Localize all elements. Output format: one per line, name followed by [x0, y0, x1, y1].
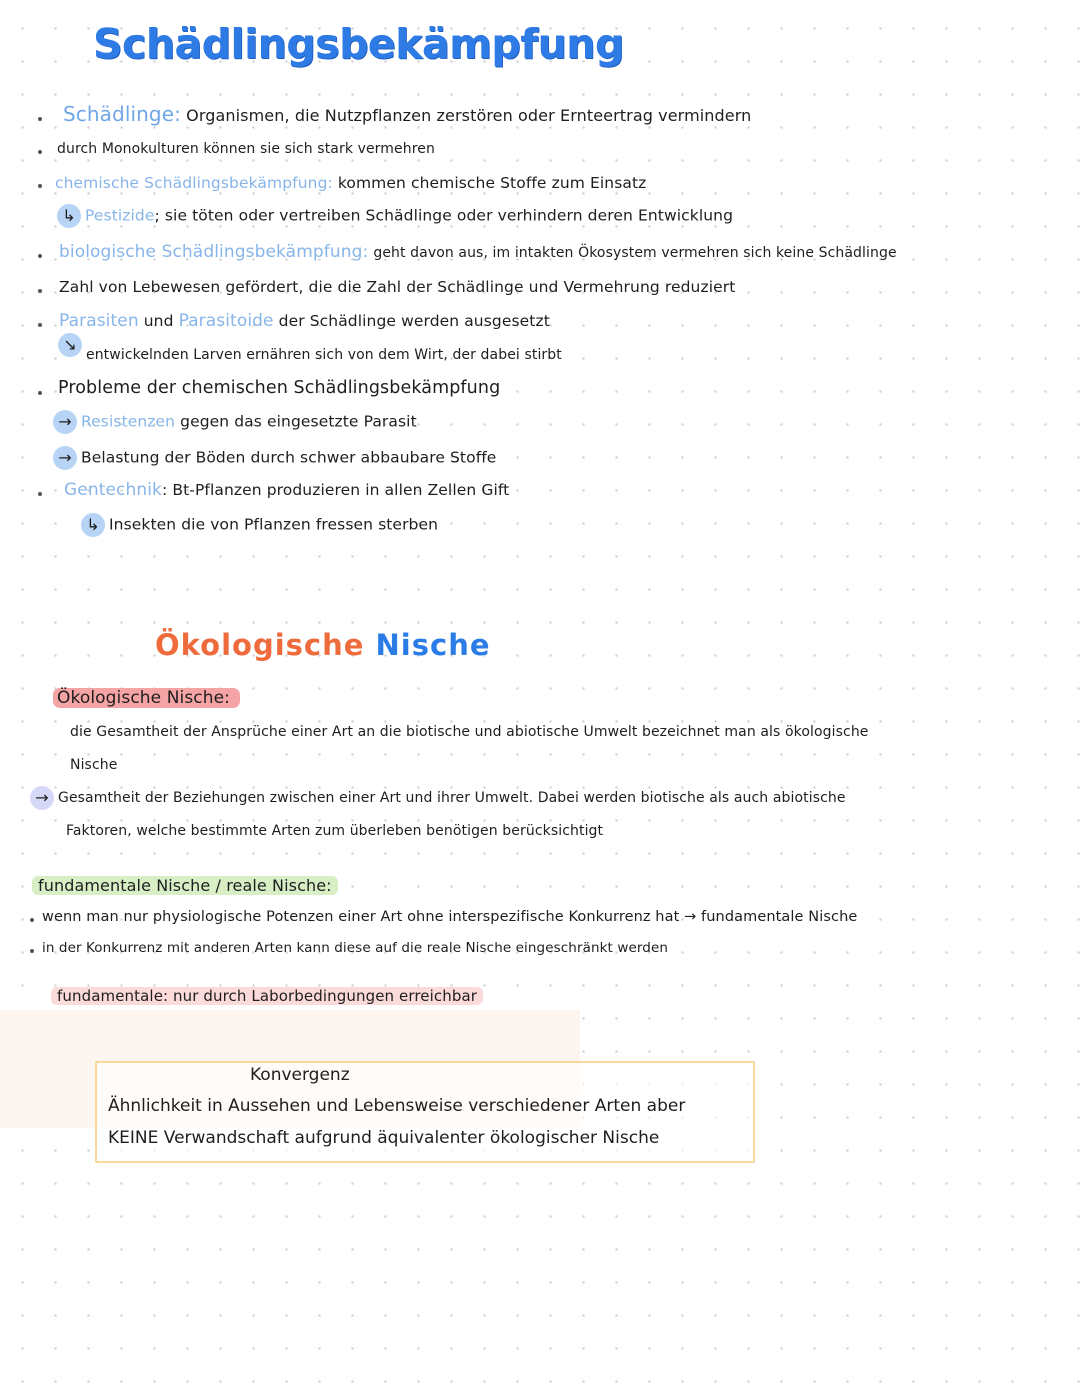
bullet-dot [38, 323, 42, 327]
definition-line-1: die Gesamtheit der Ansprüche einer Art an die biotische und abiotische Umwelt bezeichnet man als ökologische [70, 724, 869, 740]
note-line-insekten [81, 513, 438, 537]
fundamental-line-2: in der Konkurrenz mit anderen Arten kann diese auf die reale Nische eingeschränkt werden [42, 940, 669, 956]
text-insekten: Insekten die von Pflanzen fressen sterben [109, 515, 439, 534]
note-line-resistenzen [53, 410, 417, 434]
note-line-schaedlinge [63, 102, 751, 126]
section-title-schaedlingsbekaempfung: Schädlingsbekämpfung [93, 20, 624, 68]
note-line-chemische [55, 174, 646, 192]
bullet-dot [38, 117, 42, 121]
term-biologische-schaedlingsbekaempfung: biologische Schädlingsbekämpfung: [59, 242, 369, 262]
right-arrow-icon: → [30, 786, 54, 810]
bullet-dot [38, 184, 42, 188]
title-word-oekologische: Ökologische [155, 628, 365, 662]
text-pestizide: ; sie töten oder vertreiben Schädlinge oder verhindern deren Entwicklung [154, 206, 734, 225]
title-word-nische: Nische [375, 628, 491, 662]
bullet-dot [30, 918, 34, 922]
text-biologische: geht davon aus, im intakten Ökosystem vermehren sich keine Schädlinge [373, 245, 897, 261]
label-oekologische-nische: Ökologische Nische: [53, 688, 240, 708]
text-larven: entwickelnden Larven ernähren sich von dem Wirt, der dabei stirbt [86, 347, 562, 363]
section-title-oekologische-nische [155, 628, 491, 662]
term-pestizide: Pestizide [85, 206, 155, 225]
text-resistenzen: gegen das eingesetzte Parasit [180, 412, 417, 431]
text-belastung: Belastung der Böden durch schwer abbaubare Stoffe [81, 448, 497, 467]
bullet-dot [38, 289, 42, 293]
description-line-1 [30, 786, 846, 810]
hook-arrow-icon: ↳ [57, 204, 81, 228]
term-chemische-schaedlingsbekaempfung: chemische Schädlingsbekämpfung: [55, 174, 333, 192]
bullet-dot [38, 150, 42, 154]
term-gentechnik: Gentechnik [64, 480, 162, 500]
bullet-dot [38, 254, 42, 258]
note-line-parasiten [59, 311, 550, 331]
term-parasiten: Parasiten [59, 311, 139, 331]
hook-arrow-icon: ↳ [81, 513, 105, 537]
text-gentechnik: : Bt-Pflanzen produzieren in allen Zellen Gift [162, 481, 510, 499]
konvergenz-line-2: KEINE Verwandschaft aufgrund äquivalenter ökologischer Nische [108, 1128, 660, 1148]
fundamental-line-1: wenn man nur physiologische Potenzen einer Art ohne interspezifische Konkurrenz hat → fundamentale Nische [42, 909, 858, 925]
konvergenz-title: Konvergenz [250, 1065, 350, 1085]
diagonal-arrow-icon: ↘ [58, 333, 82, 357]
note-laborbedingungen: fundamentale: nur durch Laborbedingungen erreichbar [51, 987, 483, 1005]
text-parasiten: der Schädlinge werden ausgesetzt [278, 312, 550, 330]
text-gesamtheit: Gesamtheit der Beziehungen zwischen einer Art und ihrer Umwelt. Dabei werden biotische als auch abiotische [58, 790, 846, 806]
right-arrow-icon: → [53, 446, 77, 470]
definition-line-2: Nische [70, 757, 118, 773]
term-resistenzen: Resistenzen [81, 412, 176, 431]
term-parasitoide: Parasitoide [178, 311, 274, 331]
note-line-zahl-lebewesen: Zahl von Lebewesen gefördert, die die Zahl der Schädlinge und Vermehrung reduziert [59, 278, 736, 296]
konvergenz-line-1: Ähnlichkeit in Aussehen und Lebensweise verschiedener Arten aber [108, 1096, 686, 1116]
bullet-dot [38, 492, 42, 496]
text-chemische: kommen chemische Stoffe zum Einsatz [337, 174, 647, 192]
text-schaedlinge-definition: Organismen, die Nutzpflanzen zerstören oder Ernteertrag vermindern [186, 106, 752, 125]
bullet-dot [30, 949, 34, 953]
bullet-dot [38, 391, 42, 395]
note-line-belastung [53, 446, 496, 470]
note-line-biologische [59, 242, 897, 262]
fundamental-note [57, 987, 483, 1005]
right-arrow-icon: → [53, 410, 77, 434]
text-und: und [143, 312, 174, 330]
note-line-gentechnik [64, 480, 509, 500]
description-line-2: Faktoren, welche bestimmte Arten zum überleben benötigen berücksichtigt [66, 823, 604, 839]
note-line-monokulturen: durch Monokulturen können sie sich stark vermehren [57, 141, 435, 157]
definition-label [57, 688, 240, 708]
note-line-larven [58, 333, 562, 363]
label-fundamentale-reale-nische: fundamentale Nische / reale Nische: [32, 876, 338, 895]
term-schaedlinge: Schädlinge: [63, 102, 181, 126]
note-line-probleme: Probleme der chemischen Schädlingsbekämpfung [58, 378, 501, 398]
fundamental-label [36, 876, 338, 895]
note-line-pestizide [57, 204, 733, 228]
